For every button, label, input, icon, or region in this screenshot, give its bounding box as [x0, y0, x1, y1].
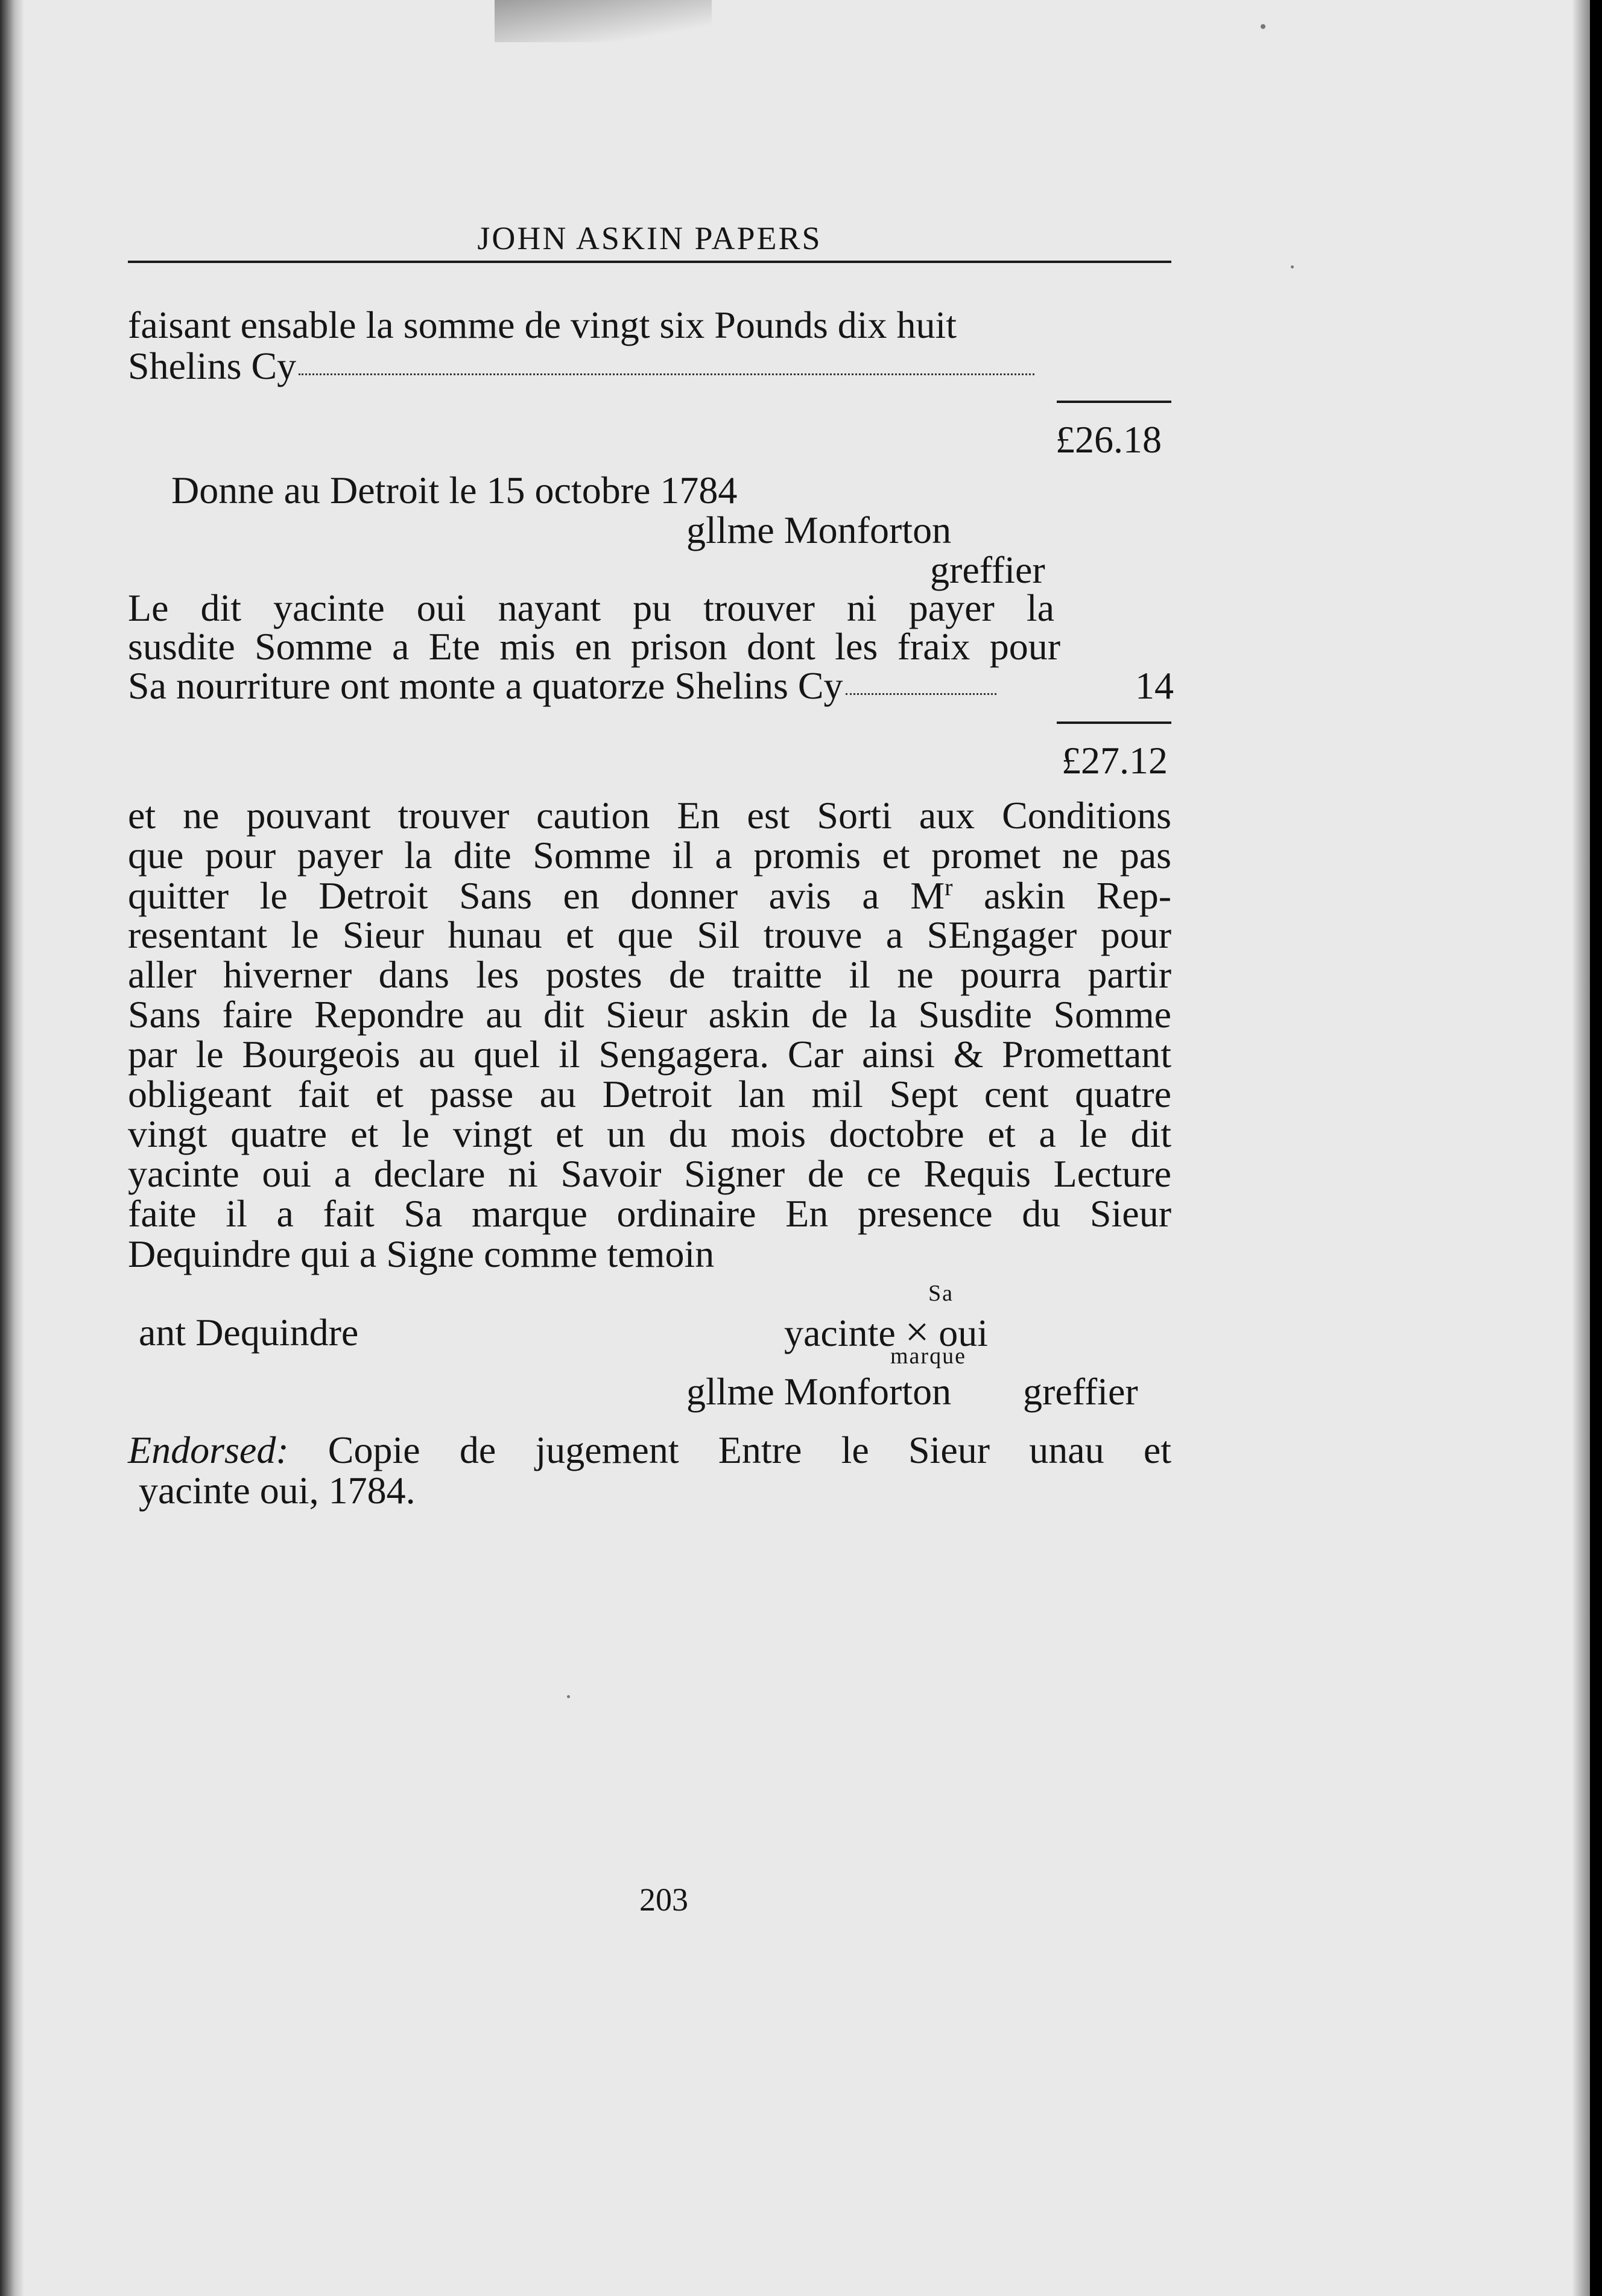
endorsed-label: Endorsed: [128, 1429, 289, 1471]
endorsement-line [128, 1430, 1171, 1471]
right-edge-shadow [1572, 0, 1590, 2296]
page-content [128, 217, 1174, 1512]
paragraph-line: Dequindre qui a Signe comme temoin [128, 1232, 715, 1275]
paragraph-line: par le Bourgeois au quel il Sengagera. Car ainsi & Promettant [128, 1033, 1171, 1076]
paragraph-line: et ne pouvant trouver caution En est Sorti aux Conditions [128, 794, 1171, 837]
dot-leader [846, 693, 996, 695]
total-amount: £26.18 [1056, 418, 1162, 461]
mark-name: oui [939, 1311, 989, 1354]
page-number: 203 [639, 1882, 688, 1918]
text-line: Sa nourriture ont monte a quatorze Shelins Cy [128, 664, 843, 707]
mark-name: yacinte [784, 1311, 896, 1354]
paragraph-line: resentant le Sieur hunau et que Sil trouve a SEngager pour [128, 913, 1171, 956]
amount-value: 14 [1135, 664, 1174, 707]
total-amount: £27.12 [1062, 739, 1168, 782]
paragraph-line: Sans faire Repondre au dit Sieur askin de la Susdite Somme [128, 993, 1171, 1036]
signature-title: greffier [1023, 1370, 1138, 1413]
paragraph-line: vingt quatre et le vingt et un du mois doctobre et a le dit [128, 1112, 1171, 1155]
text-line: Shelins Cy [128, 344, 297, 387]
paragraph-line: que pour payer la dite Somme il a promis et promet ne pas [128, 834, 1171, 877]
dot-leader [299, 373, 1034, 375]
text-line: Le dit yacinte oui nayant pu trouver ni payer la [128, 586, 1054, 629]
x-mark: × [905, 1309, 929, 1356]
sum-rule [1057, 401, 1171, 403]
text-line: susdite Somme a Ete mis en prison dont les fraix pour [128, 625, 1060, 668]
paragraph-line: yacinte oui a declare ni Savoir Signer de ce Requis Lecture [128, 1152, 1171, 1195]
header-rule [128, 261, 1171, 263]
witness-signature: ant Dequindre [139, 1311, 359, 1354]
mark-label-marque: marque [890, 1343, 966, 1369]
signature-name: gllme Monforton [686, 509, 952, 551]
endorsed-text: Copie de jugement Entre le Sieur unau et [288, 1429, 1171, 1471]
top-fold-shadow [495, 0, 712, 42]
paragraph-line: aller hiverner dans les postes de traitte il ne pourra partir [128, 953, 1171, 996]
running-head: JOHN ASKIN PAPERS [477, 220, 822, 256]
text-line: faisant ensable la somme de vingt six Pounds dix huit [128, 303, 957, 346]
paper-speck [1291, 265, 1294, 268]
text-line-with-leader [128, 665, 996, 707]
date-line: Donne au Detroit le 15 octobre 1784 [171, 469, 738, 512]
endorsement-line: yacinte oui, 1784. [139, 1469, 416, 1512]
text-fragment: askin Rep- [952, 874, 1172, 917]
paragraph-line [128, 875, 1171, 917]
mark-label-sa: Sa [928, 1281, 954, 1306]
paragraph-line: faite il a fait Sa marque ordinaire En presence du Sieur [128, 1192, 1171, 1235]
paper-speck [1261, 24, 1265, 29]
signature-name: gllme Monforton [686, 1370, 952, 1413]
signature-title: greffier [930, 548, 1045, 591]
superscript: r [945, 874, 953, 901]
left-edge-shadow [0, 0, 24, 2296]
paragraph-line: obligeant fait et passe au Detroit lan mil Sept cent quatre [128, 1073, 1171, 1115]
sum-rule [1057, 721, 1171, 724]
text-line-with-leader [128, 345, 1034, 387]
paper-speck [567, 1695, 570, 1698]
text-fragment: quitter le Detroit Sans en donner avis a M [128, 874, 945, 917]
